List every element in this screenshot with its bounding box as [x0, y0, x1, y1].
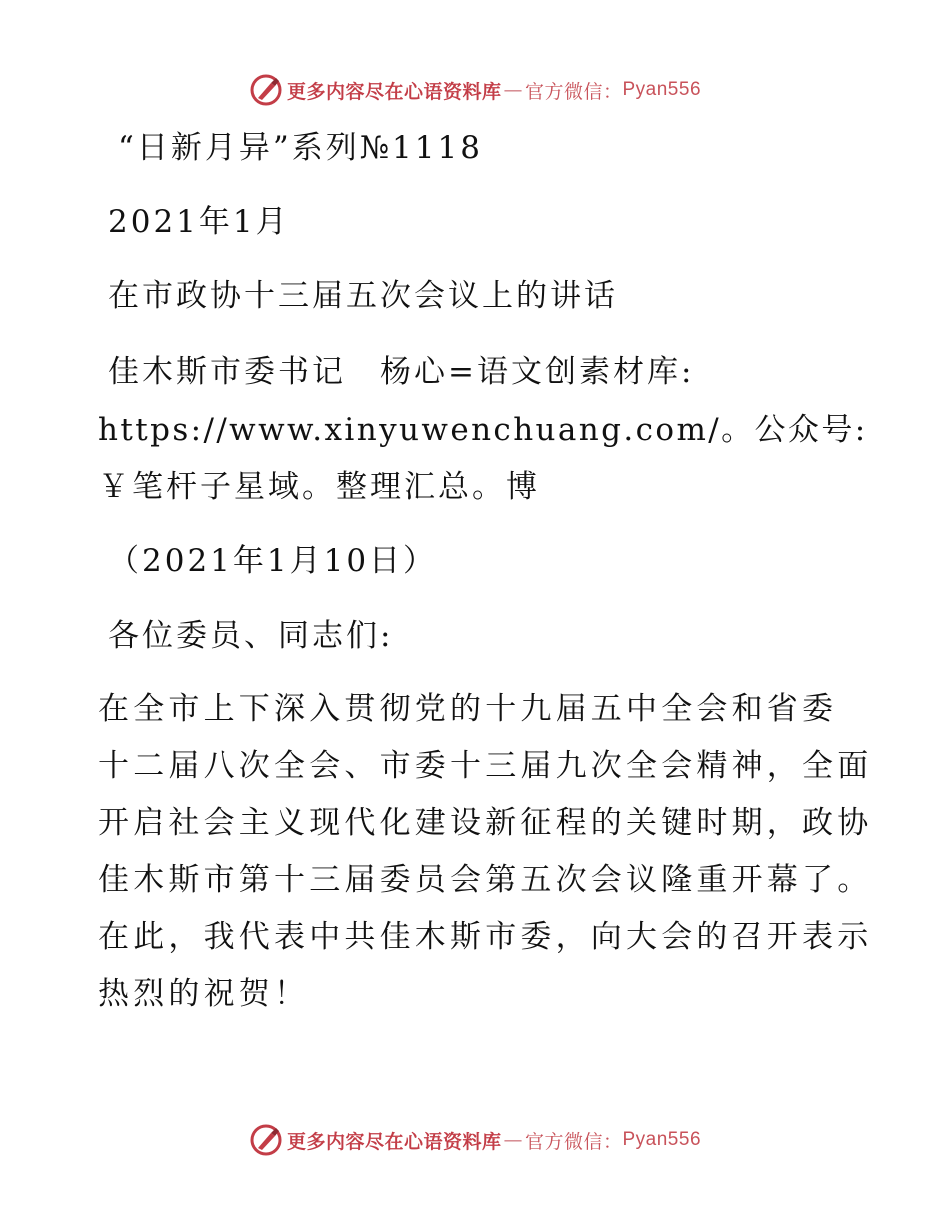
- author-line: 佳木斯市委书记 杨心=语文创素材库:: [108, 354, 695, 390]
- paragraph-line: 十二届八次全会、市委十三届九次全会精神，全面: [98, 748, 873, 784]
- watermark-main-text: 更多内容尽在心语资料库: [286, 1130, 502, 1153]
- watermark-dash: —: [503, 1129, 523, 1151]
- date-line: 2021年1月: [108, 204, 290, 240]
- watermark-main-text: 更多内容尽在心语资料库: [286, 80, 502, 103]
- pen-logo-icon: [249, 1123, 283, 1157]
- watermark-id: Pyan556: [622, 1129, 702, 1150]
- speech-title: 在市政协十三届五次会议上的讲话: [108, 278, 618, 314]
- header-watermark: [0, 70, 950, 110]
- paragraph-line: 开启社会主义现代化建设新征程的关键时期，政协: [98, 805, 873, 841]
- pen-logo-icon: [249, 73, 283, 107]
- paragraph-line: 在全市上下深入贯彻党的十九届五中全会和省委: [98, 691, 838, 727]
- url-line: https://www.xinyuwenchuang.com/。公众号:: [98, 412, 868, 448]
- public-account-line: ￥笔杆子星域。整理汇总。博: [98, 469, 540, 505]
- watermark-label: 官方微信：: [524, 80, 623, 103]
- watermark-label: 官方微信：: [524, 1130, 623, 1153]
- paragraph-line: 在此，我代表中共佳木斯市委，向大会的召开表示: [98, 919, 873, 955]
- footer-watermark: [0, 1120, 950, 1160]
- watermark-id: Pyan556: [622, 79, 702, 100]
- watermark-dash: —: [503, 79, 523, 101]
- paragraph-line: 热烈的祝贺！: [98, 976, 310, 1012]
- series-line: “日新月异”系列№1118: [118, 130, 483, 166]
- paragraph-line: 佳木斯市第十三届委员会第五次会议隆重开幕了。: [98, 862, 873, 898]
- meeting-date: （2021年1月10日）: [108, 543, 438, 579]
- salutation: 各位委员、同志们:: [108, 618, 394, 654]
